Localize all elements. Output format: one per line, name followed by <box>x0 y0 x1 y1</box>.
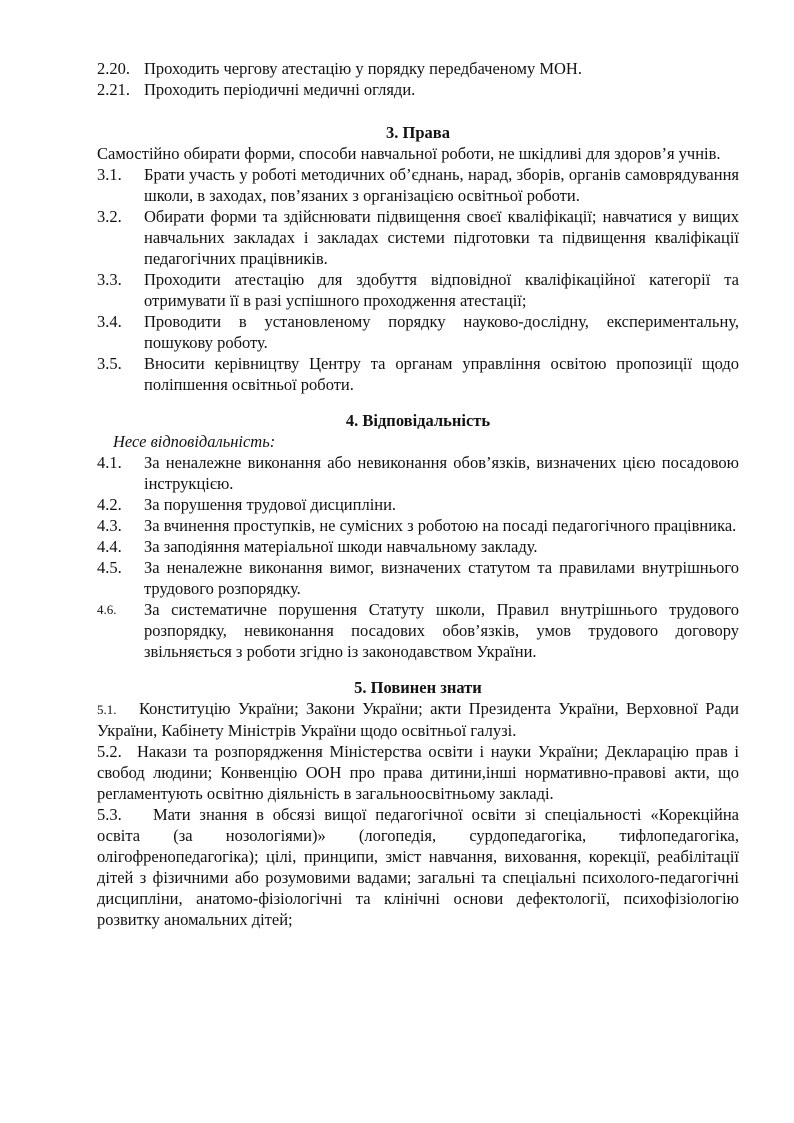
list-item-4-3 <box>97 515 739 536</box>
list-item-5-1 <box>97 698 739 741</box>
item-number: 3.1. <box>97 165 122 184</box>
item-text: Конституцію України; Закони України; акти Президента України, Верховної Ради України, Кабінету Міністрів України щодо освітньої галузі. <box>97 699 739 740</box>
item-text: Вносити керівництву Центру та органам управління освітою пропозиції щодо поліпшення освітньої роботи. <box>144 354 739 394</box>
item-text: Проходить чергову атестацію у порядку передбаченому МОН. <box>144 59 582 78</box>
list-item-4-6 <box>97 599 739 662</box>
item-text: За заподіяння матеріальної шкоди навчальному закладу. <box>144 537 538 556</box>
item-text: Проводити в установленому порядку науково-дослідну, експериментальну, пошукову роботу. <box>144 312 739 352</box>
section-intro: Самостійно обирати форми, способи навчальної роботи, не шкідливі для здоров’я учнів. <box>97 144 721 163</box>
item-text: За неналежне виконання вимог, визначених статутом та правилами внутрішнього трудового розпорядку. <box>144 558 739 598</box>
section-heading-responsibility: 4. Відповідальність <box>345 411 491 430</box>
item-text: За вчинення проступків, не сумісних з роботою на посаді педагогічного працівника. <box>144 516 737 535</box>
item-number: 2.21. <box>97 80 130 99</box>
item-text: За неналежне виконання або невиконання обов’язків, визначених цією посадовою інструкцією. <box>144 453 739 493</box>
section-heading-must-know: 5. Повинен знати <box>354 678 482 697</box>
section-intro: Несе відповідальність: <box>113 432 276 451</box>
list-item-3-2 <box>97 206 739 269</box>
item-number: 4.4. <box>97 537 122 556</box>
item-text: За порушення трудової дисципліни. <box>144 495 397 514</box>
list-item-3-1 <box>97 164 739 206</box>
item-number: 2.20. <box>97 59 130 78</box>
item-number: 3.2. <box>97 207 122 226</box>
item-text: Обирати форми та здійснювати підвищення своєї кваліфікації; навчатися у вищих навчальних закладах і закладах системи підготовки та підвищення кваліфікації педагогічних працівників. <box>144 207 739 268</box>
item-number: 4.2. <box>97 495 122 514</box>
section-heading-rights: 3. Права <box>386 123 450 142</box>
item-number: 3.4. <box>97 312 122 331</box>
list-item-2-21 <box>97 79 739 100</box>
list-item-4-1 <box>97 452 739 494</box>
list-item-4-5 <box>97 557 739 599</box>
item-number: 3.3. <box>97 270 122 289</box>
item-number: 5.3. <box>97 805 122 824</box>
list-item-3-5 <box>97 353 739 395</box>
item-number: 4.5. <box>97 558 122 577</box>
item-number: 4.3. <box>97 516 122 535</box>
item-number: 5.2. <box>97 742 122 761</box>
item-number: 3.5. <box>97 354 122 373</box>
item-text: Мати знання в обсязі вищої педагогічної освіти зі спеціальності «Корекційна освіта (за нозологіями)» (логопедія, сурдопедагогіка, тифлопедагогіка, олігофренопедагогіка); цілі, принципи, зміст навчання, виховання, корекції, реабілітації дітей з фізичними або розумовими вадами; загальні та спеціальні психолого-педагогічні дисципліни, анатомо-фізіологічні та клінічні основи дефектології, психофізіологію розвитку аномальних дітей; <box>97 805 739 929</box>
list-item-3-4 <box>97 311 739 353</box>
list-item-5-3 <box>97 804 739 930</box>
list-item-3-3 <box>97 269 739 311</box>
item-text: За систематичне порушення Статуту школи, Правил внутрішнього трудового розпорядку, невиконання посадових обов’язків, умов трудового договору звільняється з роботи згідно із законодавством України. <box>144 600 739 661</box>
item-text: Проходить періодичні медичні огляди. <box>144 80 416 99</box>
item-number: 4.1. <box>97 453 122 472</box>
list-item-4-4 <box>97 536 739 557</box>
item-number: 4.6. <box>97 602 117 617</box>
document-page <box>97 58 739 930</box>
item-text: Брати участь у роботі методичних об’єднань, нарад, зборів, органів самоврядування школи, в заходах, пов’язаних з організацією освітньої роботи. <box>144 165 739 205</box>
item-text: Накази та розпорядження Міністерства освіти і науки України; Декларацію прав і свобод людини; Конвенцію ООН про права дитини,інші нормативно-правові акти, що регламентують освітню діяльність в загальноосвітньому закладі. <box>97 742 739 803</box>
item-number: 5.1. <box>97 702 117 717</box>
item-text: Проходити атестацію для здобуття відповідної кваліфікаційної категорії та отримувати її в разі успішного проходження атестації; <box>144 270 739 310</box>
list-item-4-2 <box>97 494 739 515</box>
list-item-2-20 <box>97 58 739 79</box>
list-item-5-2 <box>97 741 739 804</box>
